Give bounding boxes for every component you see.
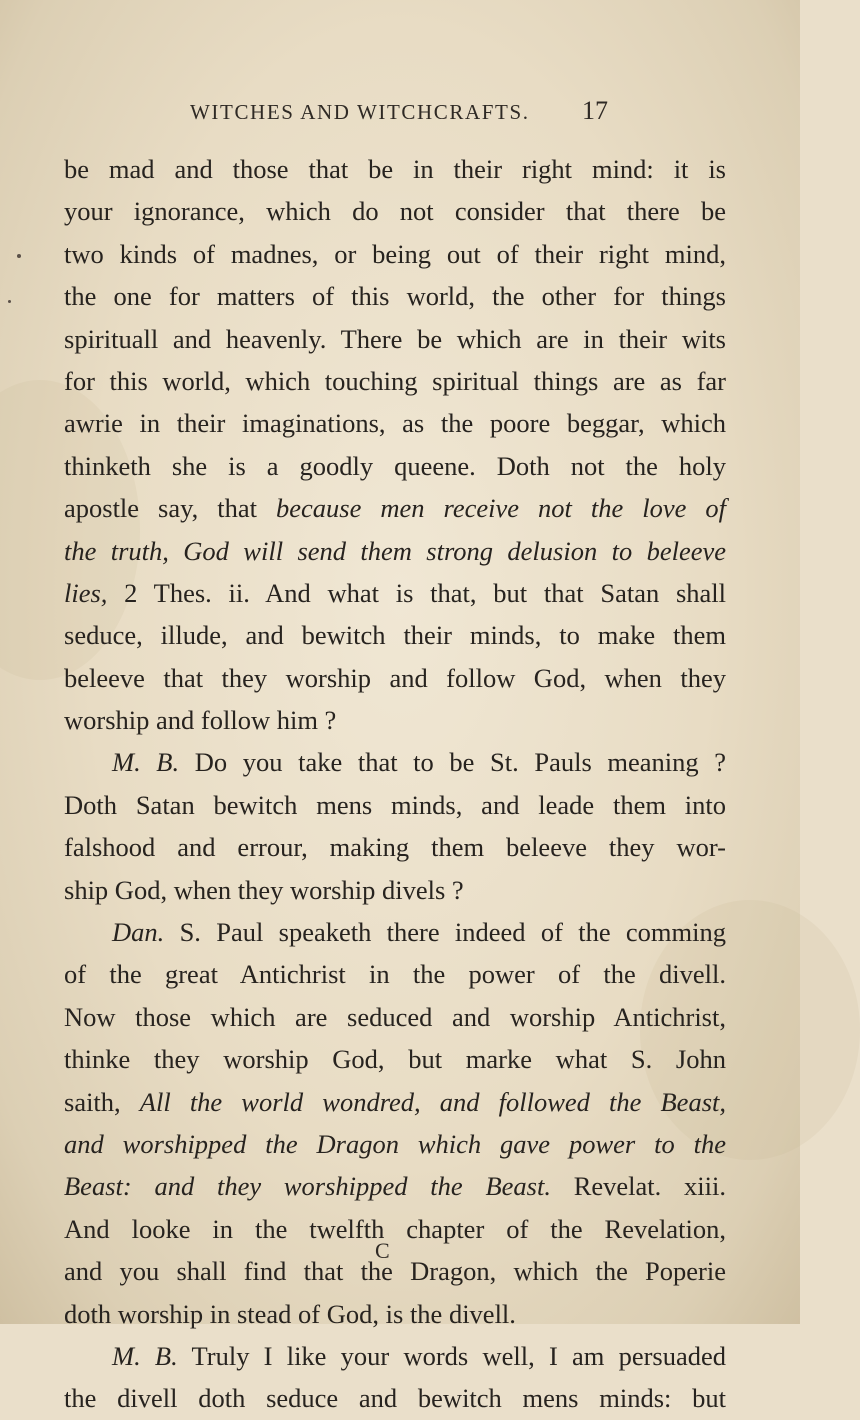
italic-text: All the world wondred, and followed the Beast, xyxy=(139,1086,726,1117)
roman-text: of the great Antichrist in the power of the divell. xyxy=(64,959,726,990)
roman-text: doth worship in stead of God, is the divell. xyxy=(64,1298,516,1329)
text-line xyxy=(64,911,726,953)
italic-text: M. B. xyxy=(112,1340,178,1371)
text-line xyxy=(64,360,726,402)
roman-text: and you shall find that the Dragon, which the Poperie xyxy=(64,1256,726,1287)
roman-text: Truly I like your words well, I am persuaded xyxy=(177,1340,727,1371)
roman-text: Do you take that to be St. Pauls meaning ? xyxy=(179,747,726,778)
roman-text: thinketh she is a goodly queene. Doth not the holy xyxy=(64,450,726,481)
roman-text: worship and follow him ? xyxy=(64,705,337,736)
roman-text: Revelat. xiii. xyxy=(550,1171,726,1202)
roman-text: spirituall and heavenly. There be which are in their wits xyxy=(64,323,726,354)
roman-text: Now those which are seduced and worship Antichrist, xyxy=(64,1001,726,1032)
roman-text: Doth Satan bewitch mens minds, and leade them into xyxy=(64,789,726,820)
text-line xyxy=(64,953,726,995)
text-line xyxy=(64,445,726,487)
roman-text: your ignorance, which do not consider that there be xyxy=(64,196,726,227)
text-line xyxy=(64,614,726,656)
text-line xyxy=(64,402,726,444)
text-line xyxy=(64,1335,726,1377)
text-line xyxy=(64,996,726,1038)
roman-text: apostle say, that xyxy=(64,493,277,524)
roman-text: beleeve that they worship and follow God, when they xyxy=(64,662,726,693)
italic-text: because men receive not the love of xyxy=(276,493,726,524)
roman-text: saith, xyxy=(64,1086,140,1117)
text-line xyxy=(64,1208,726,1250)
text-line xyxy=(64,1081,726,1123)
text-line xyxy=(64,1293,726,1335)
text-line xyxy=(64,1038,726,1080)
ink-speck xyxy=(17,254,21,258)
text-line xyxy=(64,572,726,614)
roman-text: for this world, which touching spiritual things are as far xyxy=(64,365,726,396)
text-line xyxy=(64,318,726,360)
roman-text: two kinds of madnes, or being out of their right mind, xyxy=(64,238,726,269)
text-line xyxy=(64,699,726,741)
text-line xyxy=(64,1123,726,1165)
italic-text: lies, xyxy=(64,577,108,608)
text-line xyxy=(64,1250,726,1292)
roman-text: And looke in the twelfth chapter of the Revelation, xyxy=(64,1213,726,1244)
signature-mark: C xyxy=(375,1238,390,1263)
roman-text: the one for matters of this world, the other for things xyxy=(64,281,726,312)
roman-text: be mad and those that be in their right mind: it is xyxy=(64,154,726,184)
roman-text: the divell doth seduce and bewitch mens minds: but xyxy=(64,1383,726,1414)
page-number: 17 xyxy=(582,96,608,125)
roman-text: falshood and errour, making them beleeve they wor- xyxy=(64,832,726,863)
roman-text: thinke they worship God, but marke what S. John xyxy=(64,1044,726,1075)
text-line xyxy=(64,275,726,317)
italic-text: and worshipped the Dragon which gave power to the xyxy=(64,1128,726,1159)
body-text xyxy=(64,148,726,1420)
roman-text: S. Paul speaketh there indeed of the comming xyxy=(164,917,726,948)
italic-text: Beast: and they worshipped the Beast. xyxy=(64,1171,551,1202)
roman-text: 2 Thes. ii. And what is that, but that Satan shall xyxy=(107,577,726,608)
roman-text: seduce, illude, and bewitch their minds, to make them xyxy=(64,620,726,651)
text-line xyxy=(64,233,726,275)
text-line xyxy=(64,148,726,190)
roman-text: ship God, when they worship divels ? xyxy=(64,874,464,905)
text-line xyxy=(64,1165,726,1207)
text-line xyxy=(64,869,726,911)
italic-text: M. B. xyxy=(112,747,180,778)
ink-speck xyxy=(8,300,11,303)
text-line xyxy=(64,657,726,699)
roman-text: awrie in their imaginations, as the poore beggar, which xyxy=(64,408,726,439)
running-head-title: WITCHES AND WITCHCRAFTS. xyxy=(190,100,530,124)
text-line xyxy=(64,1377,726,1419)
italic-text: Dan. xyxy=(112,917,165,948)
text-line xyxy=(64,530,726,572)
text-line xyxy=(64,826,726,868)
text-line xyxy=(64,784,726,826)
text-line xyxy=(64,487,726,529)
text-line xyxy=(64,741,726,783)
text-line xyxy=(64,190,726,232)
italic-text: the truth, God will send them strong delusion to beleeve xyxy=(64,535,726,566)
